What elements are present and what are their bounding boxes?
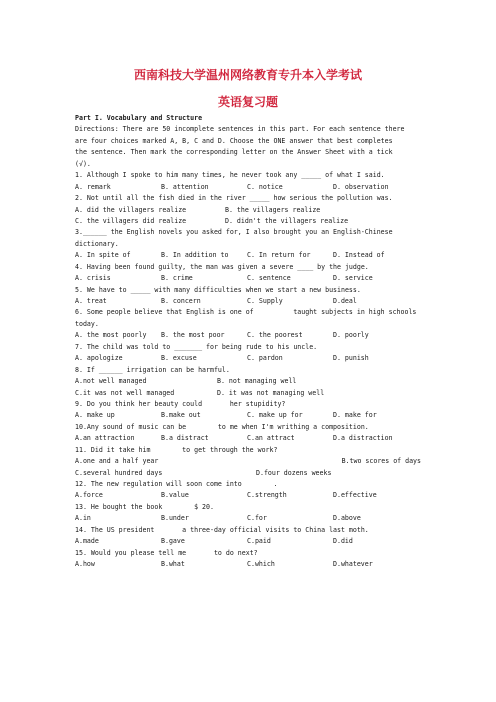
option-c: C.paid <box>247 537 271 546</box>
option-b: B.value <box>161 491 189 500</box>
option-d: D.four dozens weeks <box>256 468 332 477</box>
option-a: A.how <box>75 560 95 569</box>
question-11-options-row1 <box>75 456 421 467</box>
question-4-options <box>75 273 421 284</box>
option-c: C.which <box>247 560 275 569</box>
option-c: C. the poorest <box>247 331 303 340</box>
question-2: 2. Not until all the fish died in the river _____ how serious the pollution was. <box>75 194 393 203</box>
option-d: D.above <box>333 514 361 523</box>
directions-line: are four choices marked A, B, C and D. Choose the ONE answer that best completes <box>75 136 393 145</box>
option-c: C. Supply <box>247 297 283 305</box>
option-a: A. remark <box>75 182 111 191</box>
question-4: 4. Having been found guilty, the man was given a severe ____ by the judge. <box>75 262 369 271</box>
question-3-options <box>75 250 421 261</box>
option-c: C.strength <box>247 491 287 500</box>
question-3-continued: dictionary. <box>75 239 119 248</box>
option-c: C.it was not well managed <box>75 388 175 397</box>
option-c: C.for <box>247 514 267 523</box>
question-12: 12. The new regulation will soon come into . <box>75 480 278 488</box>
question-5: 5. We have to _____ with many difficulties when we start a new business. <box>75 285 361 294</box>
option-d: D. punish <box>333 354 369 363</box>
option-b: B. not managing well <box>217 377 297 386</box>
document-title: 西南科技大学温州网络教育专升本入学考试 <box>133 68 362 82</box>
question-15: 15. Would you please tell me to do next? <box>75 548 258 557</box>
question-8: 8. If ______ irrigation can be harmful. <box>75 365 230 374</box>
option-c: C.an attract <box>247 434 295 443</box>
part-heading: Part I. Vocabulary and Structure <box>75 114 203 122</box>
option-a: A. did the villagers realize <box>75 205 187 214</box>
directions-line: Directions: There are 50 incomplete sentences in this part. For each sentence there <box>75 125 405 134</box>
option-b: B.a distract <box>161 434 209 443</box>
option-b: B. the most poor <box>161 331 225 340</box>
question-7-options <box>75 353 421 364</box>
option-a: A.in <box>75 514 91 523</box>
option-b: B. In addition to <box>161 251 229 260</box>
question-15-options <box>75 559 421 570</box>
question-6-continued: today. <box>75 319 99 328</box>
question-2-options-row2 <box>75 216 421 227</box>
question-12-options <box>75 490 421 501</box>
option-d: D. poorly <box>333 331 369 340</box>
question-8-options-row2 <box>75 388 421 399</box>
option-a: A. the most poorly <box>75 331 147 340</box>
question-11: 11. Did it take him to get through the work? <box>75 445 278 454</box>
question-11-options-row2 <box>75 468 421 479</box>
question-5-options <box>75 296 421 307</box>
option-a: A. In spite of <box>75 251 131 260</box>
option-b: B. crime <box>161 274 193 283</box>
question-14-options <box>75 536 421 547</box>
option-a: A. apologize <box>75 354 123 363</box>
option-b: B. excuse <box>161 354 197 363</box>
question-10-options <box>75 433 421 444</box>
question-6: 6. Some people believe that English is one of taught subjects in high schools <box>75 308 417 317</box>
option-a: A. crisis <box>75 274 111 283</box>
question-3: 3.______ the English novels you asked for, I also brought you an English-Chinese <box>75 228 393 237</box>
option-a: A. treat <box>75 297 107 305</box>
option-c: C. In return for <box>247 251 311 260</box>
option-a: A.made <box>75 537 99 546</box>
option-b: B.two scores of days <box>341 457 421 466</box>
option-d: D. didn't the villagers realize <box>225 216 349 225</box>
option-d: D.a distraction <box>333 434 393 443</box>
question-9: 9. Do you think her beauty could her stupidity? <box>75 399 286 408</box>
option-a: A.not well managed <box>75 377 147 386</box>
option-c: C. the villagers did realize <box>75 216 187 225</box>
option-d: D. service <box>333 274 373 283</box>
document-body <box>75 113 421 571</box>
document-subtitle: 英语复习题 <box>217 95 278 109</box>
question-14: 14. The US president a three-day official visits to China last moth. <box>75 525 369 534</box>
option-b: B.gave <box>161 537 185 546</box>
option-d: D. it was not managing well <box>217 388 325 397</box>
option-d: D. make for <box>333 411 377 420</box>
question-13-options <box>75 513 421 524</box>
question-8-options-row1 <box>75 376 421 387</box>
question-1: 1. Although I spoke to him many times, he never took any _____ of what I said. <box>75 171 385 180</box>
option-a: A.one and a half year <box>75 457 159 466</box>
option-d: D. observation <box>333 182 389 191</box>
option-c: C. notice <box>247 182 283 191</box>
option-b: B. the villagers realize <box>225 205 321 214</box>
option-c: C. pardon <box>247 354 283 363</box>
question-6-options <box>75 330 421 341</box>
option-c: C.several hundred days <box>75 468 163 477</box>
question-9-options <box>75 410 421 421</box>
option-a: A.an attraction <box>75 434 135 443</box>
option-b: B.make out <box>161 411 201 420</box>
option-a: A. make up <box>75 411 115 420</box>
question-2-options-row1 <box>75 205 421 216</box>
question-10: 10.Any sound of music can be to me when I'm writhing a composition. <box>75 422 369 431</box>
option-b: B. concern <box>161 297 201 305</box>
option-c: C. sentence <box>247 274 291 283</box>
option-b: B. attention <box>161 182 209 191</box>
question-1-options <box>75 182 421 193</box>
directions-line: the sentence. Then mark the corresponding letter on the Answer Sheet with a tick <box>75 148 393 157</box>
option-d: D.whatever <box>333 560 373 569</box>
question-13: 13. He bought the book $ 20. <box>75 502 214 511</box>
option-c: C. make up for <box>247 411 303 420</box>
option-d: D.did <box>333 537 353 546</box>
option-d: D.deal <box>333 297 357 305</box>
directions-line: (√). <box>75 159 91 168</box>
question-7: 7. The child was told to _______ for being rude to his uncle. <box>75 342 318 351</box>
option-a: A.force <box>75 491 103 500</box>
option-d: D. Instead of <box>333 251 385 260</box>
option-d: D.effective <box>333 491 377 500</box>
option-b: B.under <box>161 514 189 523</box>
option-b: B.what <box>161 560 185 569</box>
